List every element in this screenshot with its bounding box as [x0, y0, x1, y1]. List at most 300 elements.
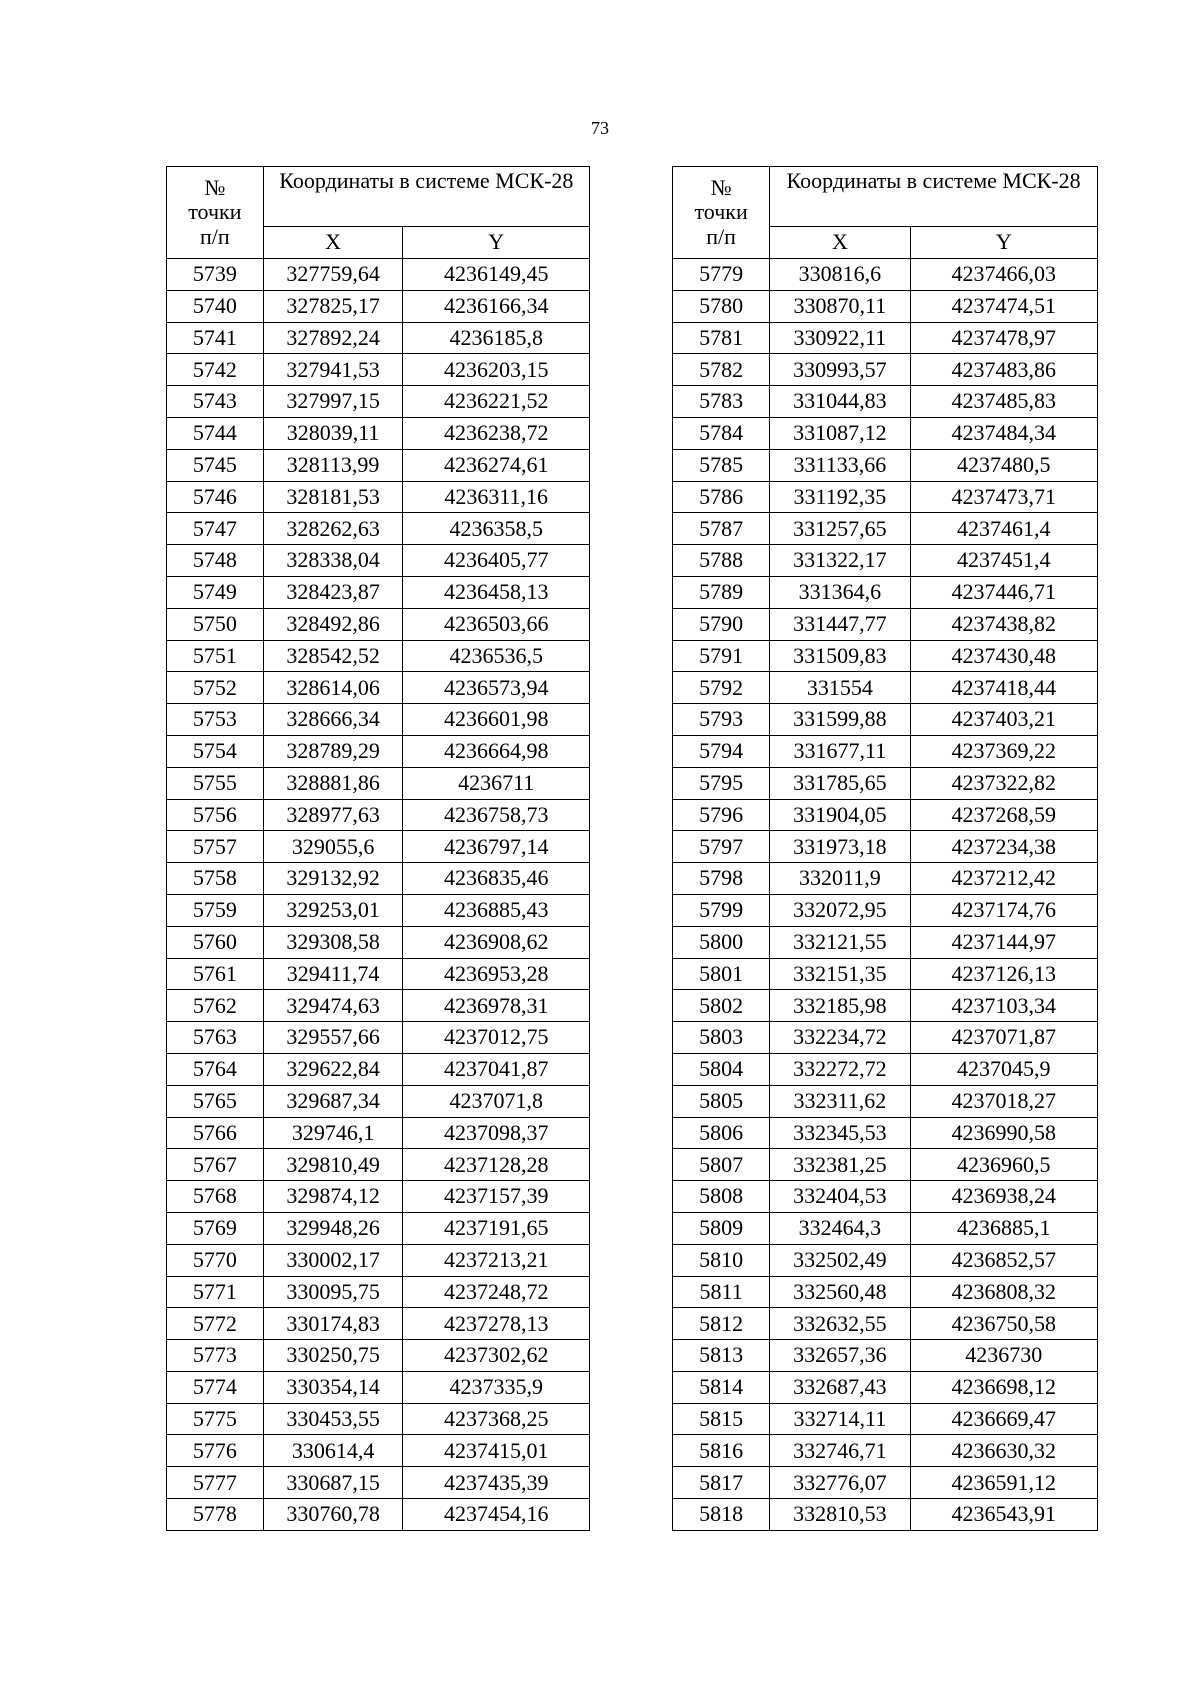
x-coordinate-cell: 332072,95 — [770, 894, 910, 926]
x-coordinate-cell: 332185,98 — [770, 990, 910, 1022]
point-number-cell: 5808 — [673, 1181, 770, 1213]
point-number-cell: 5782 — [673, 354, 770, 386]
table-row — [167, 799, 590, 831]
y-coordinate-cell: 4237071,87 — [910, 1022, 1097, 1054]
x-coordinate-cell: 328113,99 — [263, 449, 403, 481]
table-row — [673, 1085, 1098, 1117]
x-coordinate-cell: 327997,15 — [263, 386, 403, 418]
point-number-cell: 5817 — [673, 1467, 770, 1499]
table-row — [167, 735, 590, 767]
y-coordinate-cell: 4237430,48 — [910, 640, 1097, 672]
table-row — [673, 1403, 1098, 1435]
y-coordinate-cell: 4236664,98 — [403, 735, 590, 767]
x-coordinate-cell: 330095,75 — [263, 1276, 403, 1308]
x-coordinate-cell: 332011,9 — [770, 863, 910, 895]
y-coordinate-cell: 4236601,98 — [403, 704, 590, 736]
y-coordinate-cell: 4236808,32 — [910, 1276, 1097, 1308]
point-number-cell: 5796 — [673, 799, 770, 831]
point-number-cell: 5751 — [167, 640, 264, 672]
point-label: точки — [694, 199, 748, 225]
x-coordinate-cell: 329132,92 — [263, 863, 403, 895]
y-coordinate-cell: 4237322,82 — [910, 767, 1097, 799]
x-coordinate-cell: 328614,06 — [263, 672, 403, 704]
ordinal-label: п/п — [200, 223, 230, 249]
table-row — [673, 926, 1098, 958]
x-coordinate-cell: 331133,66 — [770, 449, 910, 481]
x-coordinate-cell: 330993,57 — [770, 354, 910, 386]
y-coordinate-cell: 4237415,01 — [403, 1435, 590, 1467]
y-header: Y — [910, 227, 1097, 259]
table-row — [673, 386, 1098, 418]
table-row — [167, 354, 590, 386]
x-coordinate-cell: 331554 — [770, 672, 910, 704]
point-number-cell: 5759 — [167, 894, 264, 926]
table-row — [167, 449, 590, 481]
y-coordinate-cell: 4237098,37 — [403, 1117, 590, 1149]
point-number-cell: 5764 — [167, 1053, 264, 1085]
y-coordinate-cell: 4237454,16 — [403, 1499, 590, 1531]
x-coordinate-cell: 331192,35 — [770, 481, 910, 513]
point-number-cell: 5804 — [673, 1053, 770, 1085]
table-row — [167, 894, 590, 926]
table-row — [167, 1371, 590, 1403]
table-row — [673, 1467, 1098, 1499]
table-row — [673, 417, 1098, 449]
x-coordinate-cell: 331257,65 — [770, 513, 910, 545]
y-coordinate-cell: 4236358,5 — [403, 513, 590, 545]
x-coordinate-cell: 329308,58 — [263, 926, 403, 958]
point-number-cell: 5777 — [167, 1467, 264, 1499]
y-coordinate-cell: 4236758,73 — [403, 799, 590, 831]
x-coordinate-cell: 330816,6 — [770, 259, 910, 291]
table-row — [167, 1053, 590, 1085]
x-coordinate-cell: 330922,11 — [770, 322, 910, 354]
point-number-cell: 5815 — [673, 1403, 770, 1435]
table-row — [673, 545, 1098, 577]
y-coordinate-cell: 4237335,9 — [403, 1371, 590, 1403]
point-number-cell: 5758 — [167, 863, 264, 895]
y-coordinate-cell: 4237461,4 — [910, 513, 1097, 545]
x-coordinate-cell: 328542,52 — [263, 640, 403, 672]
y-coordinate-cell: 4236750,58 — [910, 1308, 1097, 1340]
y-coordinate-cell: 4236405,77 — [403, 545, 590, 577]
x-coordinate-cell: 329474,63 — [263, 990, 403, 1022]
point-number-cell: 5783 — [673, 386, 770, 418]
table-row — [673, 958, 1098, 990]
x-coordinate-cell: 327759,64 — [263, 259, 403, 291]
point-number-cell: 5795 — [673, 767, 770, 799]
y-coordinate-cell: 4237234,38 — [910, 831, 1097, 863]
table-row — [673, 990, 1098, 1022]
point-number-cell: 5768 — [167, 1181, 264, 1213]
table-row — [673, 799, 1098, 831]
x-coordinate-cell: 332121,55 — [770, 926, 910, 958]
table-row — [167, 1181, 590, 1213]
y-coordinate-cell: 4236543,91 — [910, 1499, 1097, 1531]
table-row — [167, 322, 590, 354]
y-coordinate-cell: 4237103,34 — [910, 990, 1097, 1022]
y-coordinate-cell: 4237418,44 — [910, 672, 1097, 704]
table-row — [167, 672, 590, 704]
y-coordinate-cell: 4236669,47 — [910, 1403, 1097, 1435]
point-number-cell: 5754 — [167, 735, 264, 767]
point-number-cell: 5784 — [673, 417, 770, 449]
y-coordinate-cell: 4237478,97 — [910, 322, 1097, 354]
x-coordinate-cell: 331364,6 — [770, 576, 910, 608]
x-coordinate-cell: 331973,18 — [770, 831, 910, 863]
x-coordinate-cell: 329746,1 — [263, 1117, 403, 1149]
point-number-cell: 5749 — [167, 576, 264, 608]
x-coordinate-cell: 328977,63 — [263, 799, 403, 831]
coordinates-header: Координаты в системе МСК-28 — [770, 167, 1098, 227]
y-coordinate-cell: 4236960,5 — [910, 1149, 1097, 1181]
point-number-cell: 5797 — [673, 831, 770, 863]
x-coordinate-cell: 328039,11 — [263, 417, 403, 449]
y-coordinate-cell: 4236835,46 — [403, 863, 590, 895]
point-number-cell: 5801 — [673, 958, 770, 990]
point-number-cell: 5794 — [673, 735, 770, 767]
table-row — [167, 926, 590, 958]
x-coordinate-cell: 330760,78 — [263, 1499, 403, 1531]
table-row — [673, 608, 1098, 640]
y-coordinate-cell: 4236698,12 — [910, 1371, 1097, 1403]
table-row — [167, 259, 590, 291]
point-number-cell: 5807 — [673, 1149, 770, 1181]
y-coordinate-cell: 4237128,28 — [403, 1149, 590, 1181]
x-coordinate-cell: 327825,17 — [263, 290, 403, 322]
y-coordinate-cell: 4237446,71 — [910, 576, 1097, 608]
y-coordinate-cell: 4237473,71 — [910, 481, 1097, 513]
point-number-cell: 5816 — [673, 1435, 770, 1467]
point-number-cell: 5780 — [673, 290, 770, 322]
x-coordinate-cell: 331599,88 — [770, 704, 910, 736]
table-row — [167, 1022, 590, 1054]
table-row — [673, 672, 1098, 704]
x-coordinate-cell: 332560,48 — [770, 1276, 910, 1308]
point-number-cell: 5803 — [673, 1022, 770, 1054]
table-row — [167, 481, 590, 513]
point-number-header — [673, 167, 770, 259]
y-coordinate-cell: 4237012,75 — [403, 1022, 590, 1054]
y-coordinate-cell: 4236990,58 — [910, 1117, 1097, 1149]
x-coordinate-cell: 329810,49 — [263, 1149, 403, 1181]
x-coordinate-cell: 329253,01 — [263, 894, 403, 926]
table-row — [167, 1340, 590, 1372]
x-coordinate-cell: 328789,29 — [263, 735, 403, 767]
point-number-cell: 5774 — [167, 1371, 264, 1403]
point-number-cell: 5770 — [167, 1244, 264, 1276]
x-coordinate-cell: 329687,34 — [263, 1085, 403, 1117]
table-row — [167, 1403, 590, 1435]
y-coordinate-cell: 4237174,76 — [910, 894, 1097, 926]
x-coordinate-cell: 330614,4 — [263, 1435, 403, 1467]
y-coordinate-cell: 4237451,4 — [910, 545, 1097, 577]
x-coordinate-cell: 332776,07 — [770, 1467, 910, 1499]
x-header: X — [770, 227, 910, 259]
table-row — [167, 1308, 590, 1340]
y-coordinate-cell: 4236908,62 — [403, 926, 590, 958]
point-number-cell: 5798 — [673, 863, 770, 895]
y-coordinate-cell: 4237485,83 — [910, 386, 1097, 418]
table-row — [167, 1149, 590, 1181]
x-coordinate-cell: 330250,75 — [263, 1340, 403, 1372]
point-number-cell: 5788 — [673, 545, 770, 577]
x-coordinate-cell: 328423,87 — [263, 576, 403, 608]
point-number-cell: 5786 — [673, 481, 770, 513]
point-number-cell: 5763 — [167, 1022, 264, 1054]
x-coordinate-cell: 331447,77 — [770, 608, 910, 640]
x-coordinate-cell: 330453,55 — [263, 1403, 403, 1435]
page-number: 73 — [591, 118, 609, 138]
x-coordinate-cell: 332345,53 — [770, 1117, 910, 1149]
x-coordinate-cell: 332404,53 — [770, 1181, 910, 1213]
y-coordinate-cell: 4237435,39 — [403, 1467, 590, 1499]
ordinal-label: п/п — [706, 223, 736, 249]
y-coordinate-cell: 4237474,51 — [910, 290, 1097, 322]
y-coordinate-cell: 4236166,34 — [403, 290, 590, 322]
table-row — [167, 1276, 590, 1308]
point-number-cell: 5765 — [167, 1085, 264, 1117]
point-number-cell: 5806 — [673, 1117, 770, 1149]
point-number-cell: 5814 — [673, 1371, 770, 1403]
y-coordinate-cell: 4236938,24 — [910, 1181, 1097, 1213]
point-number-cell: 5790 — [673, 608, 770, 640]
y-coordinate-cell: 4236630,32 — [910, 1435, 1097, 1467]
point-number-header — [167, 167, 264, 259]
x-coordinate-cell: 332632,55 — [770, 1308, 910, 1340]
table-row — [673, 894, 1098, 926]
point-number-cell: 5779 — [673, 259, 770, 291]
point-number-cell: 5771 — [167, 1276, 264, 1308]
table-row — [167, 958, 590, 990]
point-number-cell: 5813 — [673, 1340, 770, 1372]
x-coordinate-cell: 327941,53 — [263, 354, 403, 386]
y-coordinate-cell: 4236591,12 — [910, 1467, 1097, 1499]
point-number-cell: 5810 — [673, 1244, 770, 1276]
table-row — [673, 1340, 1098, 1372]
x-coordinate-cell: 329557,66 — [263, 1022, 403, 1054]
y-coordinate-cell: 4237212,42 — [910, 863, 1097, 895]
point-number-cell: 5778 — [167, 1499, 264, 1531]
table-row — [673, 481, 1098, 513]
y-coordinate-cell: 4236185,8 — [403, 322, 590, 354]
y-coordinate-cell: 4236797,14 — [403, 831, 590, 863]
table-row — [673, 290, 1098, 322]
point-number-cell: 5793 — [673, 704, 770, 736]
y-coordinate-cell: 4237480,5 — [910, 449, 1097, 481]
table-row — [167, 1435, 590, 1467]
table-row — [673, 863, 1098, 895]
table-row — [167, 1244, 590, 1276]
y-coordinate-cell: 4236730 — [910, 1340, 1097, 1372]
table-row — [673, 259, 1098, 291]
x-coordinate-cell: 328181,53 — [263, 481, 403, 513]
point-number-cell: 5747 — [167, 513, 264, 545]
x-coordinate-cell: 328666,34 — [263, 704, 403, 736]
point-number-cell: 5757 — [167, 831, 264, 863]
point-number-cell: 5739 — [167, 259, 264, 291]
point-number-cell: 5799 — [673, 894, 770, 926]
point-number-cell: 5791 — [673, 640, 770, 672]
point-number-cell: 5762 — [167, 990, 264, 1022]
x-coordinate-cell: 330002,17 — [263, 1244, 403, 1276]
table-row — [673, 640, 1098, 672]
point-number-cell: 5802 — [673, 990, 770, 1022]
y-coordinate-cell: 4236503,66 — [403, 608, 590, 640]
coordinates-table-right — [672, 166, 1098, 1531]
x-coordinate-cell: 332311,62 — [770, 1085, 910, 1117]
table-row — [167, 608, 590, 640]
point-label: точки — [188, 199, 242, 225]
y-coordinate-cell: 4237403,21 — [910, 704, 1097, 736]
x-coordinate-cell: 328338,04 — [263, 545, 403, 577]
x-coordinate-cell: 330687,15 — [263, 1467, 403, 1499]
y-coordinate-cell: 4236274,61 — [403, 449, 590, 481]
table-row — [167, 1085, 590, 1117]
y-coordinate-cell: 4237157,39 — [403, 1181, 590, 1213]
point-number-cell: 5750 — [167, 608, 264, 640]
y-coordinate-cell: 4236311,16 — [403, 481, 590, 513]
point-number-cell: 5769 — [167, 1212, 264, 1244]
x-coordinate-cell: 332746,71 — [770, 1435, 910, 1467]
table-row — [673, 1244, 1098, 1276]
point-number-cell: 5809 — [673, 1212, 770, 1244]
point-number-cell: 5753 — [167, 704, 264, 736]
table-row — [167, 831, 590, 863]
point-number-sign: № — [204, 175, 226, 201]
point-number-cell: 5746 — [167, 481, 264, 513]
point-number-cell: 5742 — [167, 354, 264, 386]
x-coordinate-cell: 327892,24 — [263, 322, 403, 354]
x-coordinate-cell: 332464,3 — [770, 1212, 910, 1244]
table-row — [673, 322, 1098, 354]
y-coordinate-cell: 4237268,59 — [910, 799, 1097, 831]
point-number-cell: 5772 — [167, 1308, 264, 1340]
y-coordinate-cell: 4237484,34 — [910, 417, 1097, 449]
x-coordinate-cell: 332234,72 — [770, 1022, 910, 1054]
y-coordinate-cell: 4237045,9 — [910, 1053, 1097, 1085]
table-row — [167, 290, 590, 322]
x-coordinate-cell: 332502,49 — [770, 1244, 910, 1276]
table-row — [673, 1117, 1098, 1149]
y-coordinate-cell: 4236953,28 — [403, 958, 590, 990]
table-row — [673, 1022, 1098, 1054]
y-coordinate-cell: 4236885,43 — [403, 894, 590, 926]
table-row — [673, 1181, 1098, 1213]
y-coordinate-cell: 4237071,8 — [403, 1085, 590, 1117]
y-coordinate-cell: 4236149,45 — [403, 259, 590, 291]
x-coordinate-cell: 329055,6 — [263, 831, 403, 863]
x-coordinate-cell: 331044,83 — [770, 386, 910, 418]
point-number-cell: 5748 — [167, 545, 264, 577]
table-row — [167, 386, 590, 418]
x-coordinate-cell: 331677,11 — [770, 735, 910, 767]
left-table-body — [167, 259, 590, 1531]
table-row — [673, 1276, 1098, 1308]
x-coordinate-cell: 332657,36 — [770, 1340, 910, 1372]
point-number-cell: 5785 — [673, 449, 770, 481]
table-row — [167, 704, 590, 736]
table-row — [673, 1212, 1098, 1244]
x-coordinate-cell: 332714,11 — [770, 1403, 910, 1435]
point-number-cell: 5743 — [167, 386, 264, 418]
point-number-sign: № — [710, 175, 732, 201]
coordinates-header: Координаты в системе МСК-28 — [263, 167, 589, 227]
point-number-cell: 5792 — [673, 672, 770, 704]
x-coordinate-cell: 329874,12 — [263, 1181, 403, 1213]
point-number-cell: 5741 — [167, 322, 264, 354]
y-coordinate-cell: 4237302,62 — [403, 1340, 590, 1372]
table-row — [673, 704, 1098, 736]
table-row — [673, 1499, 1098, 1531]
table-row — [673, 1371, 1098, 1403]
x-coordinate-cell: 329948,26 — [263, 1212, 403, 1244]
point-number-cell: 5811 — [673, 1276, 770, 1308]
y-coordinate-cell: 4236711 — [403, 767, 590, 799]
x-coordinate-cell: 328262,63 — [263, 513, 403, 545]
point-number-cell: 5800 — [673, 926, 770, 958]
point-number-cell: 5745 — [167, 449, 264, 481]
table-row — [167, 1212, 590, 1244]
table-row — [673, 831, 1098, 863]
x-coordinate-cell: 331087,12 — [770, 417, 910, 449]
y-coordinate-cell: 4237466,03 — [910, 259, 1097, 291]
x-coordinate-cell: 332810,53 — [770, 1499, 910, 1531]
table-row — [167, 513, 590, 545]
table-row — [673, 449, 1098, 481]
table-row — [673, 1149, 1098, 1181]
y-coordinate-cell: 4236852,57 — [910, 1244, 1097, 1276]
y-coordinate-cell: 4237278,13 — [403, 1308, 590, 1340]
y-coordinate-cell: 4237213,21 — [403, 1244, 590, 1276]
y-coordinate-cell: 4236536,5 — [403, 640, 590, 672]
table-row — [673, 735, 1098, 767]
x-coordinate-cell: 332381,25 — [770, 1149, 910, 1181]
y-coordinate-cell: 4237191,65 — [403, 1212, 590, 1244]
point-number-cell: 5805 — [673, 1085, 770, 1117]
y-coordinate-cell: 4236885,1 — [910, 1212, 1097, 1244]
x-coordinate-cell: 331322,17 — [770, 545, 910, 577]
point-number-cell: 5755 — [167, 767, 264, 799]
coordinates-table-left — [166, 166, 590, 1531]
y-coordinate-cell: 4237369,22 — [910, 735, 1097, 767]
y-coordinate-cell: 4237438,82 — [910, 608, 1097, 640]
point-number-cell: 5756 — [167, 799, 264, 831]
table-row — [673, 1435, 1098, 1467]
point-number-cell: 5766 — [167, 1117, 264, 1149]
point-number-cell: 5744 — [167, 417, 264, 449]
table-row — [673, 354, 1098, 386]
table-row — [673, 576, 1098, 608]
point-number-cell: 5775 — [167, 1403, 264, 1435]
table-row — [167, 767, 590, 799]
table-row — [167, 545, 590, 577]
point-number-cell: 5789 — [673, 576, 770, 608]
x-coordinate-cell: 328881,86 — [263, 767, 403, 799]
point-number-cell: 5818 — [673, 1499, 770, 1531]
y-coordinate-cell: 4236573,94 — [403, 672, 590, 704]
point-number-cell: 5761 — [167, 958, 264, 990]
table-row — [673, 513, 1098, 545]
table-row — [167, 863, 590, 895]
table-row — [167, 1117, 590, 1149]
table-row — [673, 767, 1098, 799]
point-number-cell: 5767 — [167, 1149, 264, 1181]
table-row — [167, 417, 590, 449]
point-number-cell: 5752 — [167, 672, 264, 704]
x-coordinate-cell: 332151,35 — [770, 958, 910, 990]
y-coordinate-cell: 4236203,15 — [403, 354, 590, 386]
